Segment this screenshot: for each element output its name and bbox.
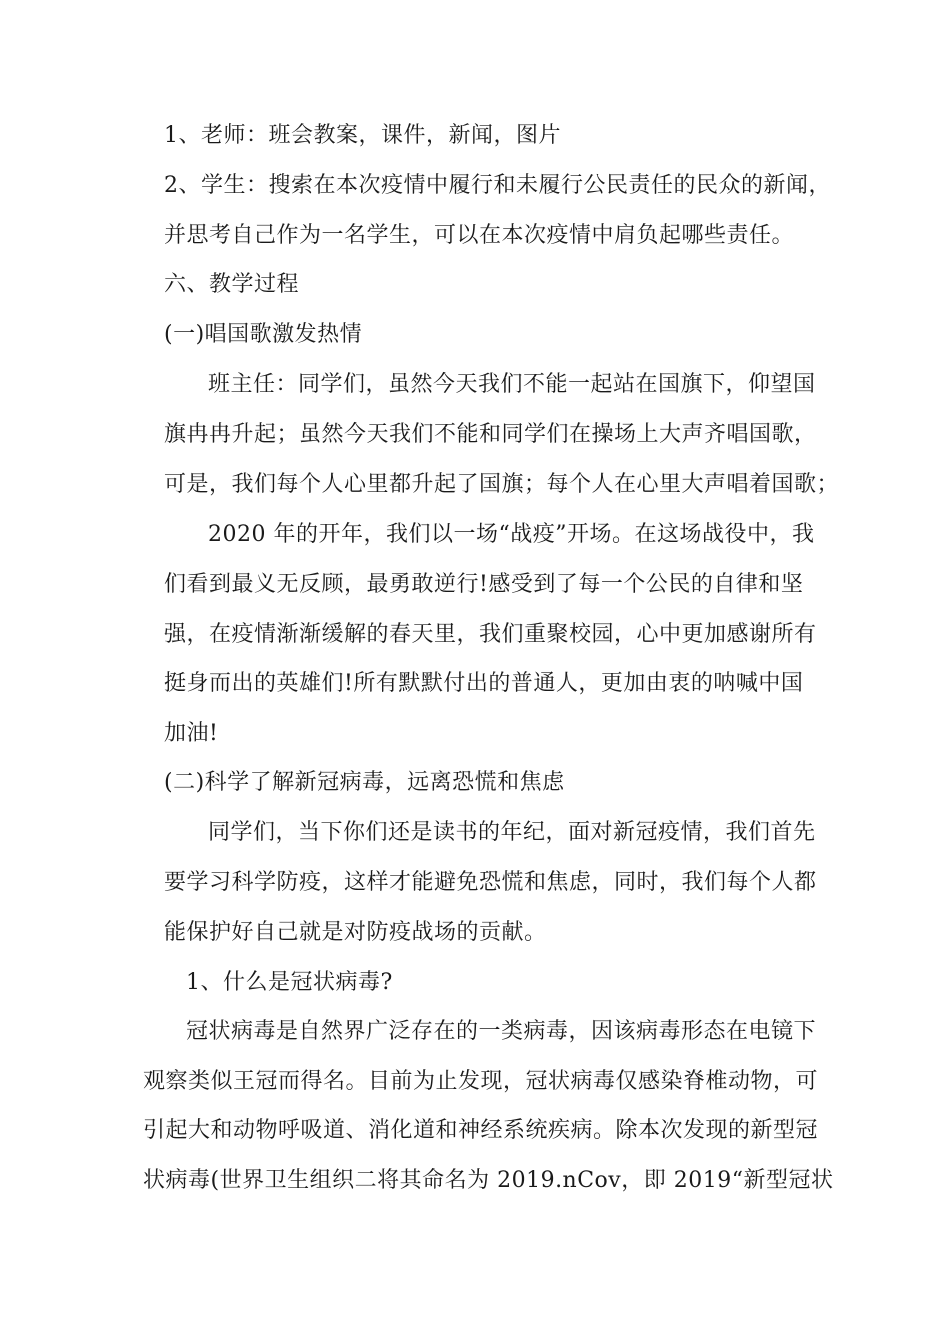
- text-line: 班主任：同学们，虽然今天我们不能一起站在国旗下，仰望国: [208, 372, 816, 397]
- text-line: 同学们，当下你们还是读书的年纪，面对新冠疫情，我们首先: [208, 820, 816, 845]
- text-line: 们看到最义无反顾，最勇敢逆行!感受到了每一个公民的自律和坚: [164, 572, 804, 597]
- section-heading: 六、教学过程: [164, 272, 300, 297]
- text-line: 可是，我们每个人心里都升起了国旗；每个人在心里大声唱着国歌；: [164, 472, 840, 497]
- text-line: 并思考自己作为一名学生，可以在本次疫情中肩负起哪些责任。: [164, 223, 795, 248]
- text-line: 2、学生：搜索在本次疫情中履行和未履行公民责任的民众的新闻，: [164, 173, 831, 198]
- text-line: 冠状病毒是自然界广泛存在的一类病毒，因该病毒形态在电镜下: [186, 1019, 817, 1044]
- text-line: 能保护好自己就是对防疫战场的贡献。: [164, 920, 547, 945]
- subsection-heading: (二)科学了解新冠病毒，远离恐慌和焦虑: [164, 770, 565, 795]
- text-line: 要学习科学防疫，这样才能避免恐慌和焦虑，同时，我们每个人都: [164, 870, 817, 895]
- text-line: 1、老师：班会教案，课件，新闻，图片: [164, 123, 561, 148]
- text-line: 2020 年的开年，我们以一场“战疫”开场。在这场战役中，我: [208, 522, 815, 547]
- list-heading: 1、什么是冠状病毒?: [186, 970, 393, 995]
- text-line: 旗冉冉升起；虽然今天我们不能和同学们在操场上大声齐唱国歌，: [164, 422, 817, 447]
- text-line: 引起大和动物呼吸道、消化道和神经系统疾病。除本次发现的新型冠: [143, 1118, 819, 1143]
- subsection-heading: (一)唱国歌激发热情: [164, 322, 363, 347]
- text-line: 状病毒(世界卫生组织二将其命名为 2019.nCov，即 2019“新型冠状: [143, 1168, 834, 1193]
- text-line: 观察类似王冠而得名。目前为止发现，冠状病毒仅感染脊椎动物，可: [143, 1069, 819, 1094]
- text-line: 加油!: [164, 721, 219, 746]
- text-line: 挺身而出的英雄们!所有默默付出的普通人，更加由衷的呐喊中国: [164, 671, 804, 696]
- text-line: 强，在疫情渐渐缓解的春天里，我们重聚校园，心中更加感谢所有: [164, 622, 817, 647]
